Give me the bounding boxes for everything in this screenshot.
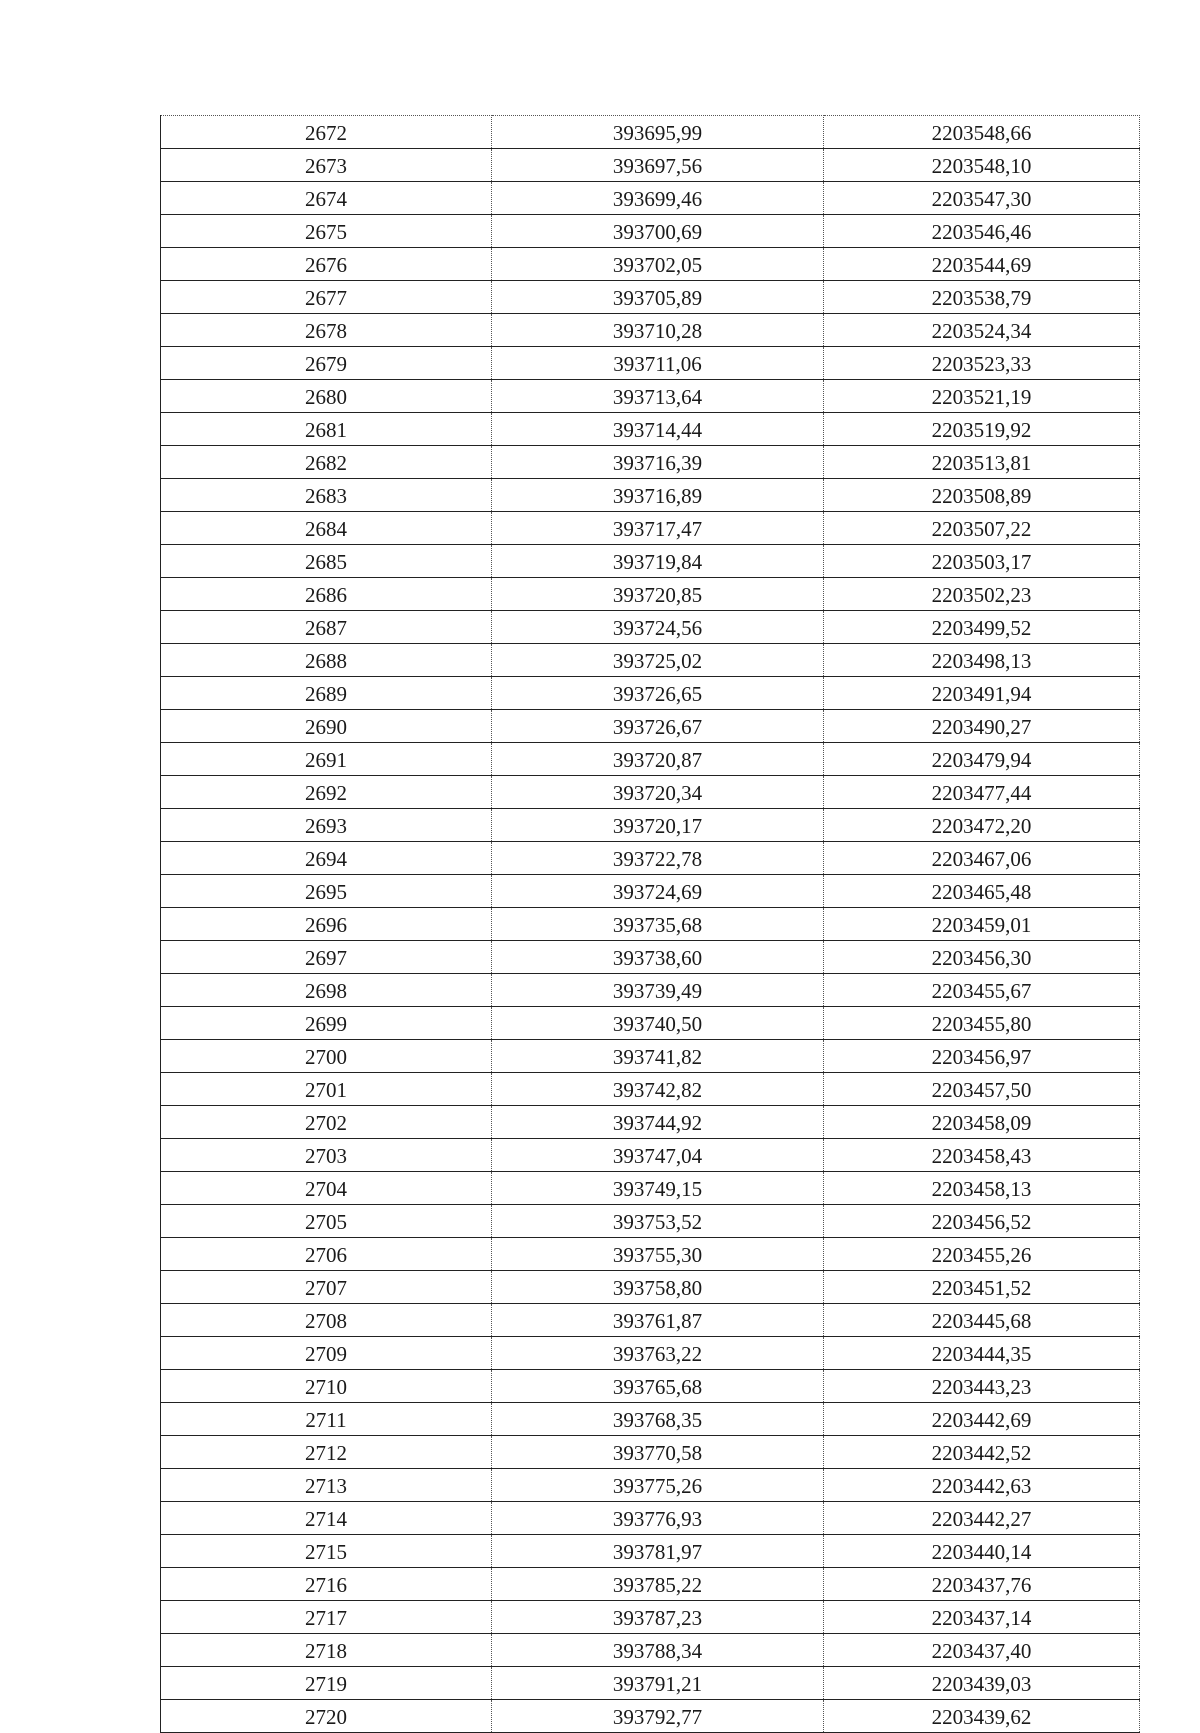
y-coordinate-cell: 2203491,94 xyxy=(824,677,1140,710)
y-coordinate-cell: 2203479,94 xyxy=(824,743,1140,776)
table-row xyxy=(161,743,1140,776)
point-number-cell: 2719 xyxy=(161,1667,492,1700)
y-coordinate-cell: 2203442,27 xyxy=(824,1502,1140,1535)
x-coordinate-cell: 393719,84 xyxy=(492,545,824,578)
x-coordinate-cell: 393726,65 xyxy=(492,677,824,710)
x-coordinate-cell: 393738,60 xyxy=(492,941,824,974)
x-coordinate-cell: 393740,50 xyxy=(492,1007,824,1040)
x-coordinate-cell: 393720,85 xyxy=(492,578,824,611)
y-coordinate-cell: 2203547,30 xyxy=(824,182,1140,215)
point-number-cell: 2686 xyxy=(161,578,492,611)
y-coordinate-cell: 2203439,62 xyxy=(824,1700,1140,1733)
y-coordinate-cell: 2203546,46 xyxy=(824,215,1140,248)
x-coordinate-cell: 393787,23 xyxy=(492,1601,824,1634)
table-row xyxy=(161,1040,1140,1073)
x-coordinate-cell: 393755,30 xyxy=(492,1238,824,1271)
table-row xyxy=(161,1436,1140,1469)
table-row xyxy=(161,842,1140,875)
x-coordinate-cell: 393710,28 xyxy=(492,314,824,347)
point-number-cell: 2693 xyxy=(161,809,492,842)
table-row xyxy=(161,149,1140,182)
y-coordinate-cell: 2203465,48 xyxy=(824,875,1140,908)
table-row xyxy=(161,116,1140,149)
table-row xyxy=(161,1271,1140,1304)
point-number-cell: 2711 xyxy=(161,1403,492,1436)
table-row xyxy=(161,1370,1140,1403)
x-coordinate-cell: 393714,44 xyxy=(492,413,824,446)
point-number-cell: 2720 xyxy=(161,1700,492,1733)
point-number-cell: 2708 xyxy=(161,1304,492,1337)
table-row xyxy=(161,248,1140,281)
point-number-cell: 2692 xyxy=(161,776,492,809)
point-number-cell: 2716 xyxy=(161,1568,492,1601)
table-row xyxy=(161,512,1140,545)
table-row xyxy=(161,1469,1140,1502)
y-coordinate-cell: 2203477,44 xyxy=(824,776,1140,809)
point-number-cell: 2677 xyxy=(161,281,492,314)
y-coordinate-cell: 2203440,14 xyxy=(824,1535,1140,1568)
y-coordinate-cell: 2203437,14 xyxy=(824,1601,1140,1634)
table-row xyxy=(161,941,1140,974)
point-number-cell: 2702 xyxy=(161,1106,492,1139)
point-number-cell: 2705 xyxy=(161,1205,492,1238)
point-number-cell: 2707 xyxy=(161,1271,492,1304)
x-coordinate-cell: 393711,06 xyxy=(492,347,824,380)
point-number-cell: 2713 xyxy=(161,1469,492,1502)
y-coordinate-cell: 2203513,81 xyxy=(824,446,1140,479)
y-coordinate-cell: 2203508,89 xyxy=(824,479,1140,512)
point-number-cell: 2673 xyxy=(161,149,492,182)
point-number-cell: 2694 xyxy=(161,842,492,875)
x-coordinate-cell: 393716,39 xyxy=(492,446,824,479)
point-number-cell: 2699 xyxy=(161,1007,492,1040)
table-row xyxy=(161,215,1140,248)
table-row xyxy=(161,1700,1140,1733)
y-coordinate-cell: 2203458,43 xyxy=(824,1139,1140,1172)
y-coordinate-cell: 2203502,23 xyxy=(824,578,1140,611)
x-coordinate-cell: 393741,82 xyxy=(492,1040,824,1073)
point-number-cell: 2690 xyxy=(161,710,492,743)
x-coordinate-cell: 393716,89 xyxy=(492,479,824,512)
y-coordinate-cell: 2203437,76 xyxy=(824,1568,1140,1601)
point-number-cell: 2714 xyxy=(161,1502,492,1535)
y-coordinate-cell: 2203442,69 xyxy=(824,1403,1140,1436)
point-number-cell: 2718 xyxy=(161,1634,492,1667)
y-coordinate-cell: 2203499,52 xyxy=(824,611,1140,644)
y-coordinate-cell: 2203472,20 xyxy=(824,809,1140,842)
x-coordinate-cell: 393702,05 xyxy=(492,248,824,281)
x-coordinate-cell: 393768,35 xyxy=(492,1403,824,1436)
point-number-cell: 2704 xyxy=(161,1172,492,1205)
table-row xyxy=(161,1568,1140,1601)
x-coordinate-cell: 393776,93 xyxy=(492,1502,824,1535)
y-coordinate-cell: 2203445,68 xyxy=(824,1304,1140,1337)
y-coordinate-cell: 2203519,92 xyxy=(824,413,1140,446)
table-row xyxy=(161,1601,1140,1634)
x-coordinate-cell: 393747,04 xyxy=(492,1139,824,1172)
x-coordinate-cell: 393720,34 xyxy=(492,776,824,809)
y-coordinate-cell: 2203437,40 xyxy=(824,1634,1140,1667)
x-coordinate-cell: 393749,15 xyxy=(492,1172,824,1205)
point-number-cell: 2676 xyxy=(161,248,492,281)
x-coordinate-cell: 393720,87 xyxy=(492,743,824,776)
point-number-cell: 2684 xyxy=(161,512,492,545)
table-row xyxy=(161,1106,1140,1139)
y-coordinate-cell: 2203457,50 xyxy=(824,1073,1140,1106)
table-row xyxy=(161,1502,1140,1535)
y-coordinate-cell: 2203548,66 xyxy=(824,116,1140,149)
table-row xyxy=(161,1667,1140,1700)
y-coordinate-cell: 2203524,34 xyxy=(824,314,1140,347)
table-row xyxy=(161,182,1140,215)
y-coordinate-cell: 2203456,30 xyxy=(824,941,1140,974)
x-coordinate-cell: 393770,58 xyxy=(492,1436,824,1469)
table-row xyxy=(161,479,1140,512)
y-coordinate-cell: 2203442,63 xyxy=(824,1469,1140,1502)
x-coordinate-cell: 393735,68 xyxy=(492,908,824,941)
point-number-cell: 2715 xyxy=(161,1535,492,1568)
y-coordinate-cell: 2203459,01 xyxy=(824,908,1140,941)
table-row xyxy=(161,347,1140,380)
x-coordinate-cell: 393739,49 xyxy=(492,974,824,1007)
y-coordinate-cell: 2203455,80 xyxy=(824,1007,1140,1040)
point-number-cell: 2703 xyxy=(161,1139,492,1172)
x-coordinate-cell: 393788,34 xyxy=(492,1634,824,1667)
point-number-cell: 2709 xyxy=(161,1337,492,1370)
x-coordinate-cell: 393761,87 xyxy=(492,1304,824,1337)
x-coordinate-cell: 393722,78 xyxy=(492,842,824,875)
table-row xyxy=(161,1172,1140,1205)
y-coordinate-cell: 2203456,97 xyxy=(824,1040,1140,1073)
table-row xyxy=(161,1403,1140,1436)
table-row xyxy=(161,413,1140,446)
y-coordinate-cell: 2203458,09 xyxy=(824,1106,1140,1139)
table-row xyxy=(161,710,1140,743)
x-coordinate-cell: 393699,46 xyxy=(492,182,824,215)
table-row xyxy=(161,1073,1140,1106)
y-coordinate-cell: 2203548,10 xyxy=(824,149,1140,182)
point-number-cell: 2689 xyxy=(161,677,492,710)
table-row xyxy=(161,644,1140,677)
point-number-cell: 2696 xyxy=(161,908,492,941)
table-row xyxy=(161,611,1140,644)
x-coordinate-cell: 393753,52 xyxy=(492,1205,824,1238)
table-row xyxy=(161,1139,1140,1172)
x-coordinate-cell: 393758,80 xyxy=(492,1271,824,1304)
table-row xyxy=(161,1304,1140,1337)
x-coordinate-cell: 393792,77 xyxy=(492,1700,824,1733)
point-number-cell: 2682 xyxy=(161,446,492,479)
y-coordinate-cell: 2203455,67 xyxy=(824,974,1140,1007)
coordinates-table xyxy=(160,115,1140,1733)
point-number-cell: 2672 xyxy=(161,116,492,149)
point-number-cell: 2681 xyxy=(161,413,492,446)
point-number-cell: 2712 xyxy=(161,1436,492,1469)
table-row xyxy=(161,776,1140,809)
point-number-cell: 2678 xyxy=(161,314,492,347)
y-coordinate-cell: 2203443,23 xyxy=(824,1370,1140,1403)
point-number-cell: 2717 xyxy=(161,1601,492,1634)
x-coordinate-cell: 393717,47 xyxy=(492,512,824,545)
table-row xyxy=(161,314,1140,347)
point-number-cell: 2698 xyxy=(161,974,492,1007)
point-number-cell: 2687 xyxy=(161,611,492,644)
x-coordinate-cell: 393700,69 xyxy=(492,215,824,248)
x-coordinate-cell: 393781,97 xyxy=(492,1535,824,1568)
point-number-cell: 2695 xyxy=(161,875,492,908)
point-number-cell: 2683 xyxy=(161,479,492,512)
table-row xyxy=(161,380,1140,413)
y-coordinate-cell: 2203521,19 xyxy=(824,380,1140,413)
y-coordinate-cell: 2203498,13 xyxy=(824,644,1140,677)
x-coordinate-cell: 393791,21 xyxy=(492,1667,824,1700)
coordinates-table-body xyxy=(161,116,1140,1733)
table-row xyxy=(161,1634,1140,1667)
y-coordinate-cell: 2203490,27 xyxy=(824,710,1140,743)
x-coordinate-cell: 393785,22 xyxy=(492,1568,824,1601)
table-row xyxy=(161,908,1140,941)
point-number-cell: 2697 xyxy=(161,941,492,974)
point-number-cell: 2674 xyxy=(161,182,492,215)
point-number-cell: 2680 xyxy=(161,380,492,413)
x-coordinate-cell: 393724,56 xyxy=(492,611,824,644)
y-coordinate-cell: 2203442,52 xyxy=(824,1436,1140,1469)
table-row xyxy=(161,545,1140,578)
table-row xyxy=(161,875,1140,908)
point-number-cell: 2706 xyxy=(161,1238,492,1271)
y-coordinate-cell: 2203523,33 xyxy=(824,347,1140,380)
table-row xyxy=(161,809,1140,842)
point-number-cell: 2675 xyxy=(161,215,492,248)
y-coordinate-cell: 2203439,03 xyxy=(824,1667,1140,1700)
table-row xyxy=(161,281,1140,314)
y-coordinate-cell: 2203451,52 xyxy=(824,1271,1140,1304)
y-coordinate-cell: 2203544,69 xyxy=(824,248,1140,281)
y-coordinate-cell: 2203467,06 xyxy=(824,842,1140,875)
table-row xyxy=(161,1205,1140,1238)
x-coordinate-cell: 393720,17 xyxy=(492,809,824,842)
x-coordinate-cell: 393726,67 xyxy=(492,710,824,743)
y-coordinate-cell: 2203455,26 xyxy=(824,1238,1140,1271)
x-coordinate-cell: 393725,02 xyxy=(492,644,824,677)
point-number-cell: 2688 xyxy=(161,644,492,677)
y-coordinate-cell: 2203458,13 xyxy=(824,1172,1140,1205)
x-coordinate-cell: 393765,68 xyxy=(492,1370,824,1403)
point-number-cell: 2700 xyxy=(161,1040,492,1073)
table-row xyxy=(161,1535,1140,1568)
x-coordinate-cell: 393775,26 xyxy=(492,1469,824,1502)
y-coordinate-cell: 2203456,52 xyxy=(824,1205,1140,1238)
table-row xyxy=(161,1238,1140,1271)
x-coordinate-cell: 393705,89 xyxy=(492,281,824,314)
table-row xyxy=(161,1337,1140,1370)
point-number-cell: 2710 xyxy=(161,1370,492,1403)
point-number-cell: 2685 xyxy=(161,545,492,578)
x-coordinate-cell: 393695,99 xyxy=(492,116,824,149)
table-row xyxy=(161,1007,1140,1040)
x-coordinate-cell: 393713,64 xyxy=(492,380,824,413)
x-coordinate-cell: 393744,92 xyxy=(492,1106,824,1139)
y-coordinate-cell: 2203444,35 xyxy=(824,1337,1140,1370)
x-coordinate-cell: 393742,82 xyxy=(492,1073,824,1106)
point-number-cell: 2679 xyxy=(161,347,492,380)
x-coordinate-cell: 393724,69 xyxy=(492,875,824,908)
table-row xyxy=(161,974,1140,1007)
y-coordinate-cell: 2203503,17 xyxy=(824,545,1140,578)
table-row xyxy=(161,578,1140,611)
x-coordinate-cell: 393697,56 xyxy=(492,149,824,182)
x-coordinate-cell: 393763,22 xyxy=(492,1337,824,1370)
table-row xyxy=(161,446,1140,479)
y-coordinate-cell: 2203507,22 xyxy=(824,512,1140,545)
point-number-cell: 2701 xyxy=(161,1073,492,1106)
y-coordinate-cell: 2203538,79 xyxy=(824,281,1140,314)
point-number-cell: 2691 xyxy=(161,743,492,776)
table-row xyxy=(161,677,1140,710)
